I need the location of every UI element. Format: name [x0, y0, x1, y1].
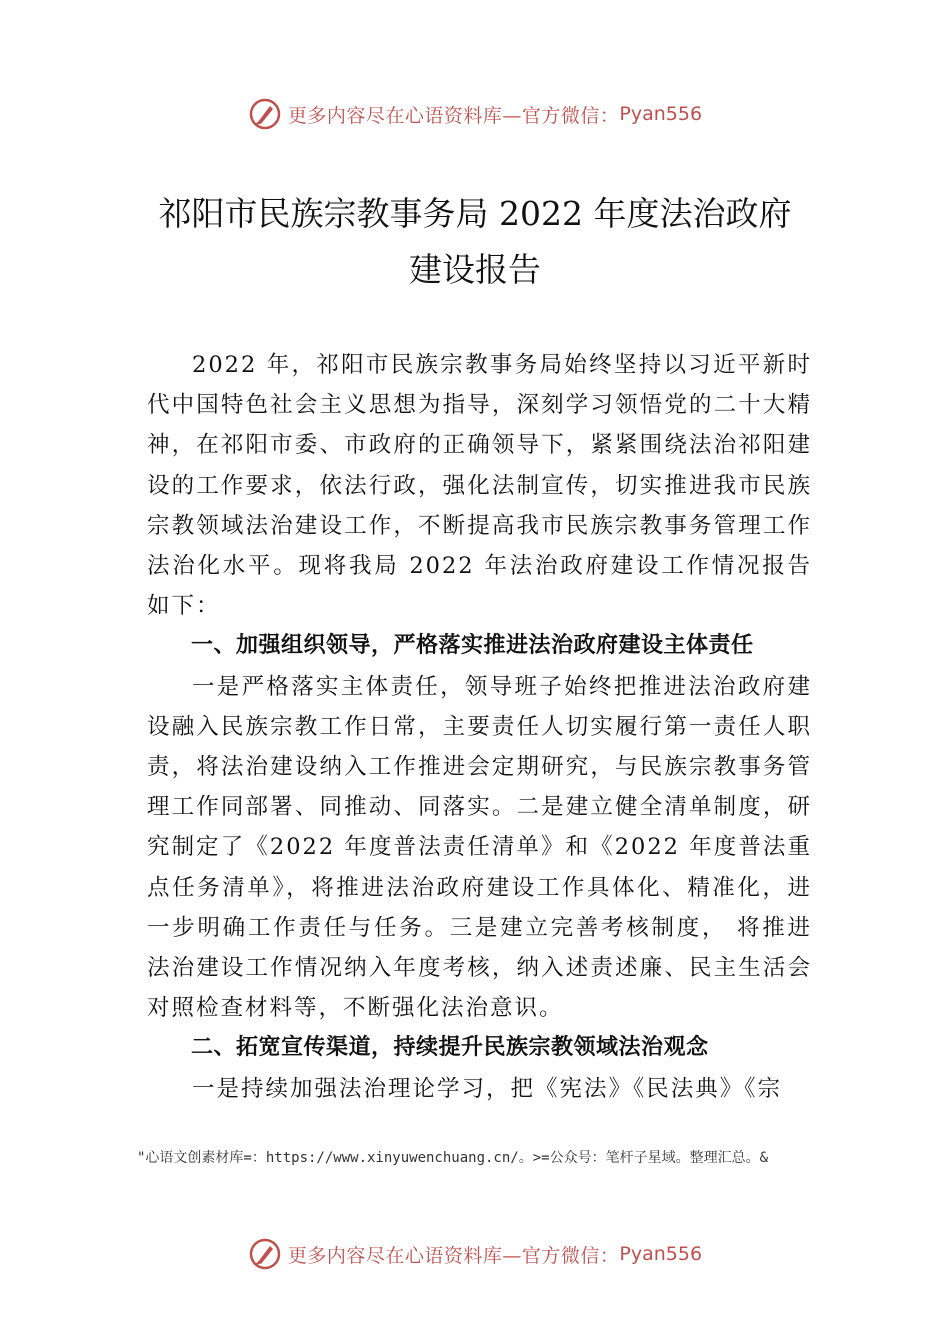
banner-text: 更多内容尽在心语资料库—官方微信： — [287, 104, 620, 127]
section-1-heading: 一、加强组织领导，严格落实推进法治政府建设主体责任 — [191, 633, 754, 659]
title-line-1: 祁阳市民族宗教事务局 2022 年度法治政府 — [158, 194, 792, 233]
header-banner — [0, 94, 950, 134]
section-2-heading: 二、拓宽宣传渠道，持续提升民族宗教领域法治观念 — [191, 1035, 709, 1061]
document-body — [147, 345, 812, 1109]
section-1-paragraph: 一是严格落实主体责任，领导班子始终把推进法治政府建设融入民族宗教工作日常，主要责任人切实履行第一责任人职责，将法治建设纳入工作推进会定期研究，与民族宗教事务管理工作同部署、同推动、同落实。二是建立健全清单制度，研究制定了《2022 年度普法责任清单》和《2022 年度普法重点任务清单》，将推进法治政府建设工作具体化、精准化，进一步明确工作责任与任务。三是建立完善考核制度， 将推进法治建设工作情况纳入年度考核，纳入述责述廉、民主生活会对照检查材料等，不断强化法治意识。 — [147, 673, 812, 1022]
footer-banner — [0, 1234, 950, 1274]
pen-nib-icon — [248, 1237, 282, 1271]
banner-contact: Pyan556 — [619, 103, 703, 125]
document-title — [100, 186, 850, 298]
intro-paragraph: 2022 年，祁阳市民族宗教事务局始终坚持以习近平新时代中国特色社会主义思想为指导，深刻学习领悟党的二十大精神，在祁阳市委、市政府的正确领导下，紧紧围绕法治祁阳建设的工作要求，依法行政，强化法制宣传，切实推进我市民族宗教领域法治建设工作，不断提高我市民族宗教事务管理工作法治化水平。现将我局 2022 年法治政府建设工作情况报告如下： — [147, 352, 812, 620]
title-line-2: 建设报告 — [409, 250, 541, 289]
banner-text: 更多内容尽在心语资料库—官方微信： — [287, 1244, 620, 1267]
pen-nib-icon — [248, 97, 282, 131]
section-2-paragraph: 一是持续加强法治理论学习，把《宪法》《民法典》《宗 — [192, 1075, 783, 1102]
footnote: "心语文创素材库=：https://www.xinyuwenchuang.cn/。>=公众号：笔杆子星域。整理汇总。& — [137, 1150, 769, 1166]
banner-contact: Pyan556 — [619, 1243, 703, 1265]
